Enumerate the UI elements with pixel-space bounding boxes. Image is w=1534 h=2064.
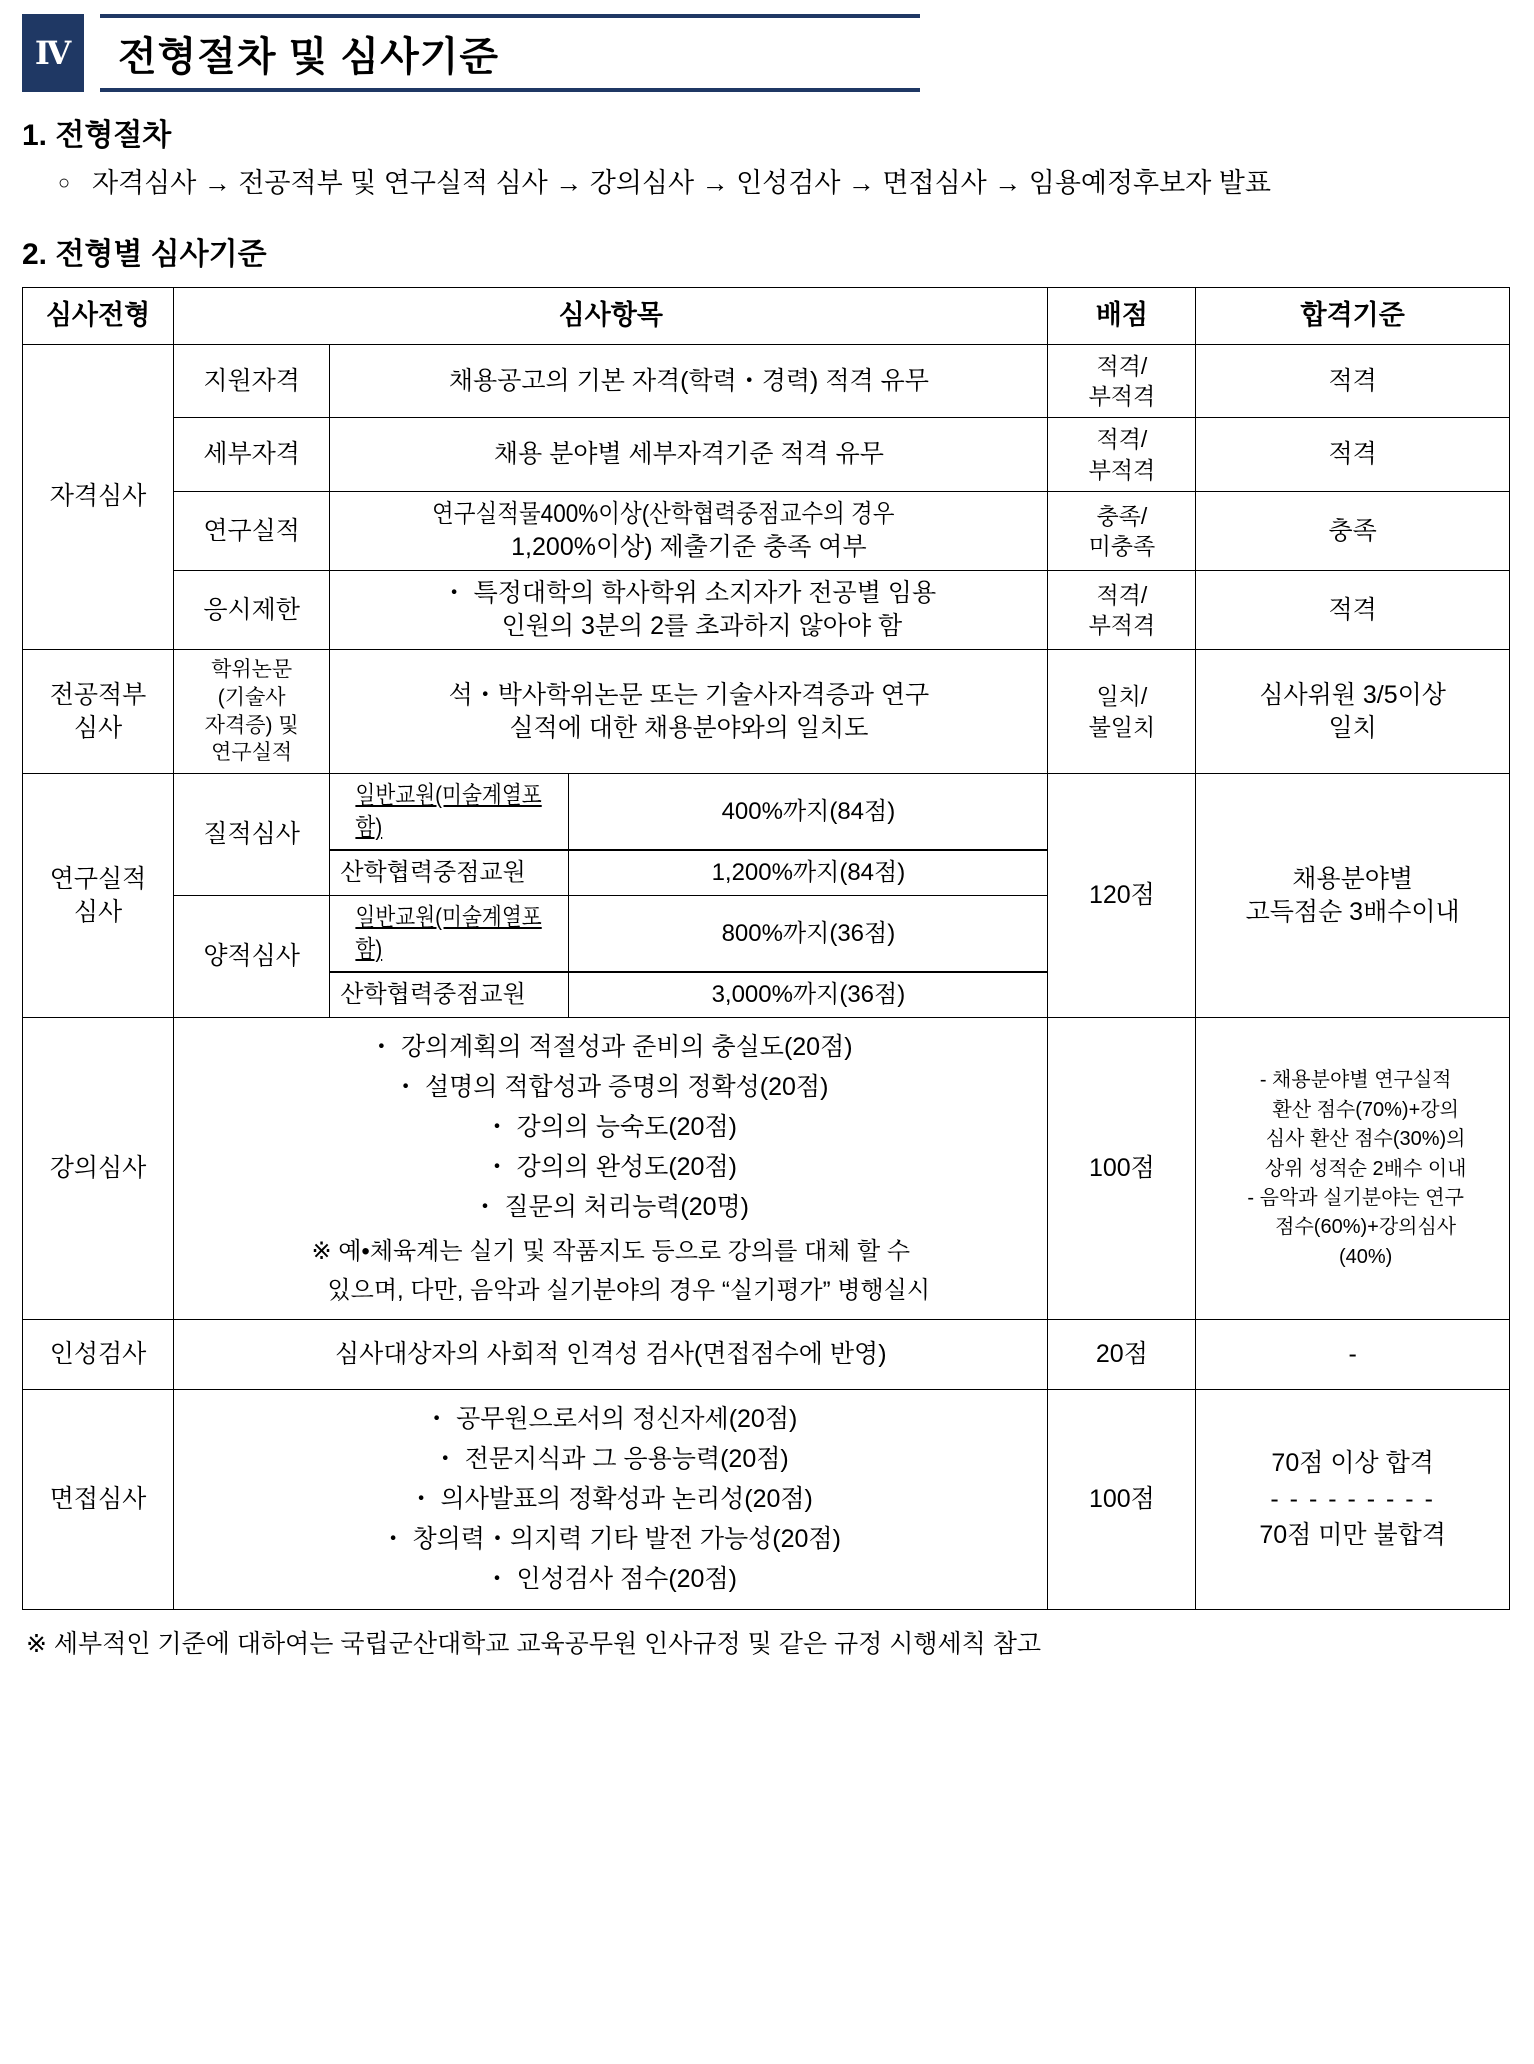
cell-pass-applicant-qual: 적격 [1196,344,1510,418]
chapter-header [22,14,1506,92]
cell-type-interview: 면접심사 [23,1390,174,1610]
cell-sub-detail-qual: 세부자격 [174,418,330,492]
cell-pass-major-fit: 심사위원 3/5이상 일치 [1196,650,1510,774]
table-footnote: ※ 세부적인 기준에 대하여는 국립군산대학교 교육공무원 인사규정 및 같은 규정 시행세칙 참고 [26,1630,1042,1659]
cell-pass-apply-restriction: 적격 [1196,571,1510,650]
cell-score-major-fit: 일치/ 불일치 [1048,650,1196,774]
table-row [23,650,1510,774]
page-title: 전형절차 및 심사기준 [118,34,499,79]
inner-type-1: 일반교원(미술계열포함) [330,774,569,850]
bullet-icon: ○ [58,172,71,194]
cell-type-lecture: 강의심사 [23,1018,174,1320]
cell-sub-applicant-qual: 지원자격 [174,344,330,418]
cell-pass-detail-qual: 적격 [1196,418,1510,492]
cell-score-interview: 100점 [1048,1390,1196,1610]
table-row [23,344,1510,418]
col-header-type: 심사전형 [23,288,174,345]
col-header-items: 심사항목 [174,288,1048,345]
cell-sub-thesis: 학위논문 (기술사 자격증) 및 연구실적 [174,650,330,774]
table-row [23,571,1510,650]
inner-type-3: 일반교원(미술계열포함) [330,896,569,972]
cell-score-apply-restriction: 적격/ 부적격 [1048,571,1196,650]
table-row [23,1320,1510,1390]
cell-sub-apply-restriction: 응시제한 [174,571,330,650]
cell-type-major-fit: 전공적부 심사 [23,650,174,774]
table-row [23,492,1510,571]
cell-score-lecture: 100점 [1048,1018,1196,1320]
inner-type-4: 산학협력중점교원 [330,973,569,1017]
cell-type-personality: 인성검사 [23,1320,174,1390]
table-row [23,1390,1510,1610]
cell-desc-lecture: ・ 강의계획의 적절성과 준비의 충실도(20점) ・ 설명의 적합성과 증명의 정확성(20점) ・ 강의의 능숙도(20점) ・ 강의의 완성도(20점) ・ 질문의 처리능력(20명) ※ 예•체육계는 실기 및 작품지도 등으로 강의를 대체 할 수 있으며, 다만, 음악과 실기분야의 경우 “실기평가” 병행실시 [174,1018,1048,1320]
table-row [23,418,1510,492]
cell-inner-qual-2 [330,851,1048,896]
section-2-title: 2. 전형별 심사기준 [22,238,267,272]
section-1-bullet-text: 자격심사 → 전공적부 및 연구실적 심사 → 강의심사 → 인성검사 → 면접심사 → 임용예정후보자 발표 [92,168,1271,198]
cell-desc-interview: ・ 공무원으로서의 정신자세(20점) ・ 전문지식과 그 응용능력(20점) ・ 의사발표의 정확성과 논리성(20점) ・ 창의력・의지력 기타 발전 가능성(20점) ・ 인성검사 점수(20점) [174,1390,1048,1610]
cell-score-research-output: 충족/ 미충족 [1048,492,1196,571]
cell-desc-apply-restriction: ・ 특정대학의 학사학위 소지자가 전공별 임용 인원의 3분의 2를 초과하지 않아야 함 [330,571,1048,650]
inner-type-2: 산학협력중점교원 [330,851,569,895]
inner-value-1: 400%까지(84점) [569,774,1048,850]
cell-inner-quant-1 [330,896,1048,973]
inner-value-2: 1,200%까지(84점) [569,851,1048,895]
cell-pass-lecture: - 채용분야별 연구실적 환산 점수(70%)+강의 심사 환산 점수(30%)의 상위 성적순 2배수 이내 - 음악과 실기분야는 연구 점수(60%)+강의심사 (40%) [1196,1018,1510,1320]
cell-sub-qualitative: 질적심사 [174,774,330,896]
table-row [23,774,1510,851]
cell-pass-research-review: 채용분야별 고득점순 3배수이내 [1196,774,1510,1018]
chapter-number: Ⅳ [22,14,84,92]
cell-desc-research-output: 연구실적물400%이상(산학협력중점교수의 경우 1,200%이상) 제출기준 충족 여부 [330,492,1048,571]
cell-score-applicant-qual: 적격/ 부적격 [1048,344,1196,418]
cell-sub-research-output: 연구실적 [174,492,330,571]
col-header-points: 배점 [1048,288,1196,345]
section-1-bullet [58,164,1506,203]
inner-value-3: 800%까지(36점) [569,896,1048,972]
cell-inner-qual-1 [330,774,1048,851]
cell-score-personality: 20점 [1048,1320,1196,1390]
table-row [23,1018,1510,1320]
section-1-title: 1. 전형절차 [22,119,172,152]
cell-desc-personality: 심사대상자의 사회적 인격성 검사(면접점수에 반영) [174,1320,1048,1390]
cell-inner-quant-2 [330,973,1048,1018]
cell-desc-major-fit: 석・박사학위논문 또는 기술사자격증과 연구 실적에 대한 채용분야와의 일치도 [330,650,1048,774]
cell-sub-quantitative: 양적심사 [174,896,330,1018]
table-header-row [23,288,1510,345]
cell-type-qualification: 자격심사 [23,344,174,649]
cell-score-detail-qual: 적격/ 부적격 [1048,418,1196,492]
cell-pass-research-output: 충족 [1196,492,1510,571]
col-header-pass: 합격기준 [1196,288,1510,345]
cell-pass-interview: 70점 이상 합격 - - - - - - - - - 70점 미만 불합격 [1196,1390,1510,1610]
cell-desc-detail-qual: 채용 분야별 세부자격기준 적격 유무 [330,418,1048,492]
chapter-title-rule [100,14,920,92]
cell-desc-applicant-qual: 채용공고의 기본 자격(학력・경력) 적격 유무 [330,344,1048,418]
cell-pass-personality: - [1196,1320,1510,1390]
cell-type-research-review: 연구실적 심사 [23,774,174,1018]
criteria-table [22,287,1510,1610]
inner-value-4: 3,000%까지(36점) [569,973,1048,1017]
cell-score-research-review: 120점 [1048,774,1196,1018]
